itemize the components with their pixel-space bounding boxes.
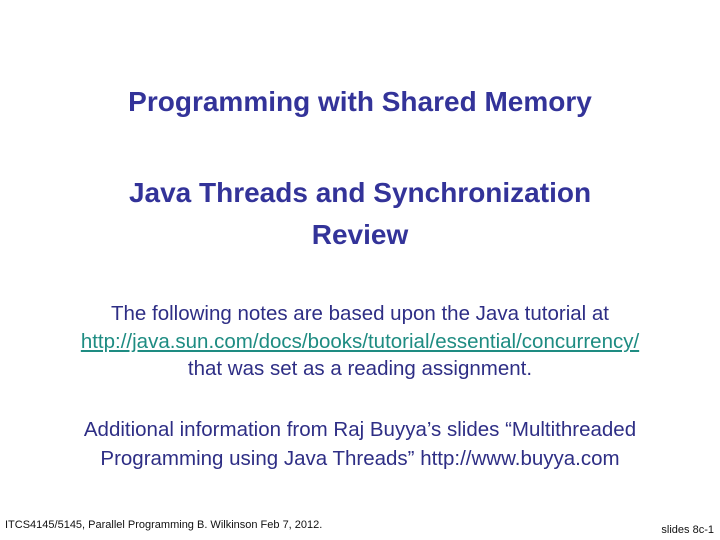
additional-info-line2: Programming using Java Threads” http://www.buyya.com: [100, 447, 620, 470]
intro-text: The following notes are based upon the Java tutorial at: [110, 302, 610, 325]
footer-credit: ITCS4145/5145, Parallel Programming B. Wilkinson Feb 7, 2012.: [5, 519, 323, 531]
intro-text-end: that was set as a reading assignment.: [187, 357, 533, 380]
tutorial-link[interactable]: http://java.sun.com/docs/books/tutorial/essential/concurrency/: [80, 330, 640, 353]
slide-number: slides 8c-1: [661, 524, 714, 536]
additional-info-line1: Additional information from Raj Buyya’s slides “Multithreaded: [83, 418, 637, 441]
slide-subtitle-review: Review: [311, 219, 409, 250]
slide-subtitle: Java Threads and Synchronization: [128, 177, 592, 208]
slide-title: Programming with Shared Memory: [128, 86, 592, 117]
